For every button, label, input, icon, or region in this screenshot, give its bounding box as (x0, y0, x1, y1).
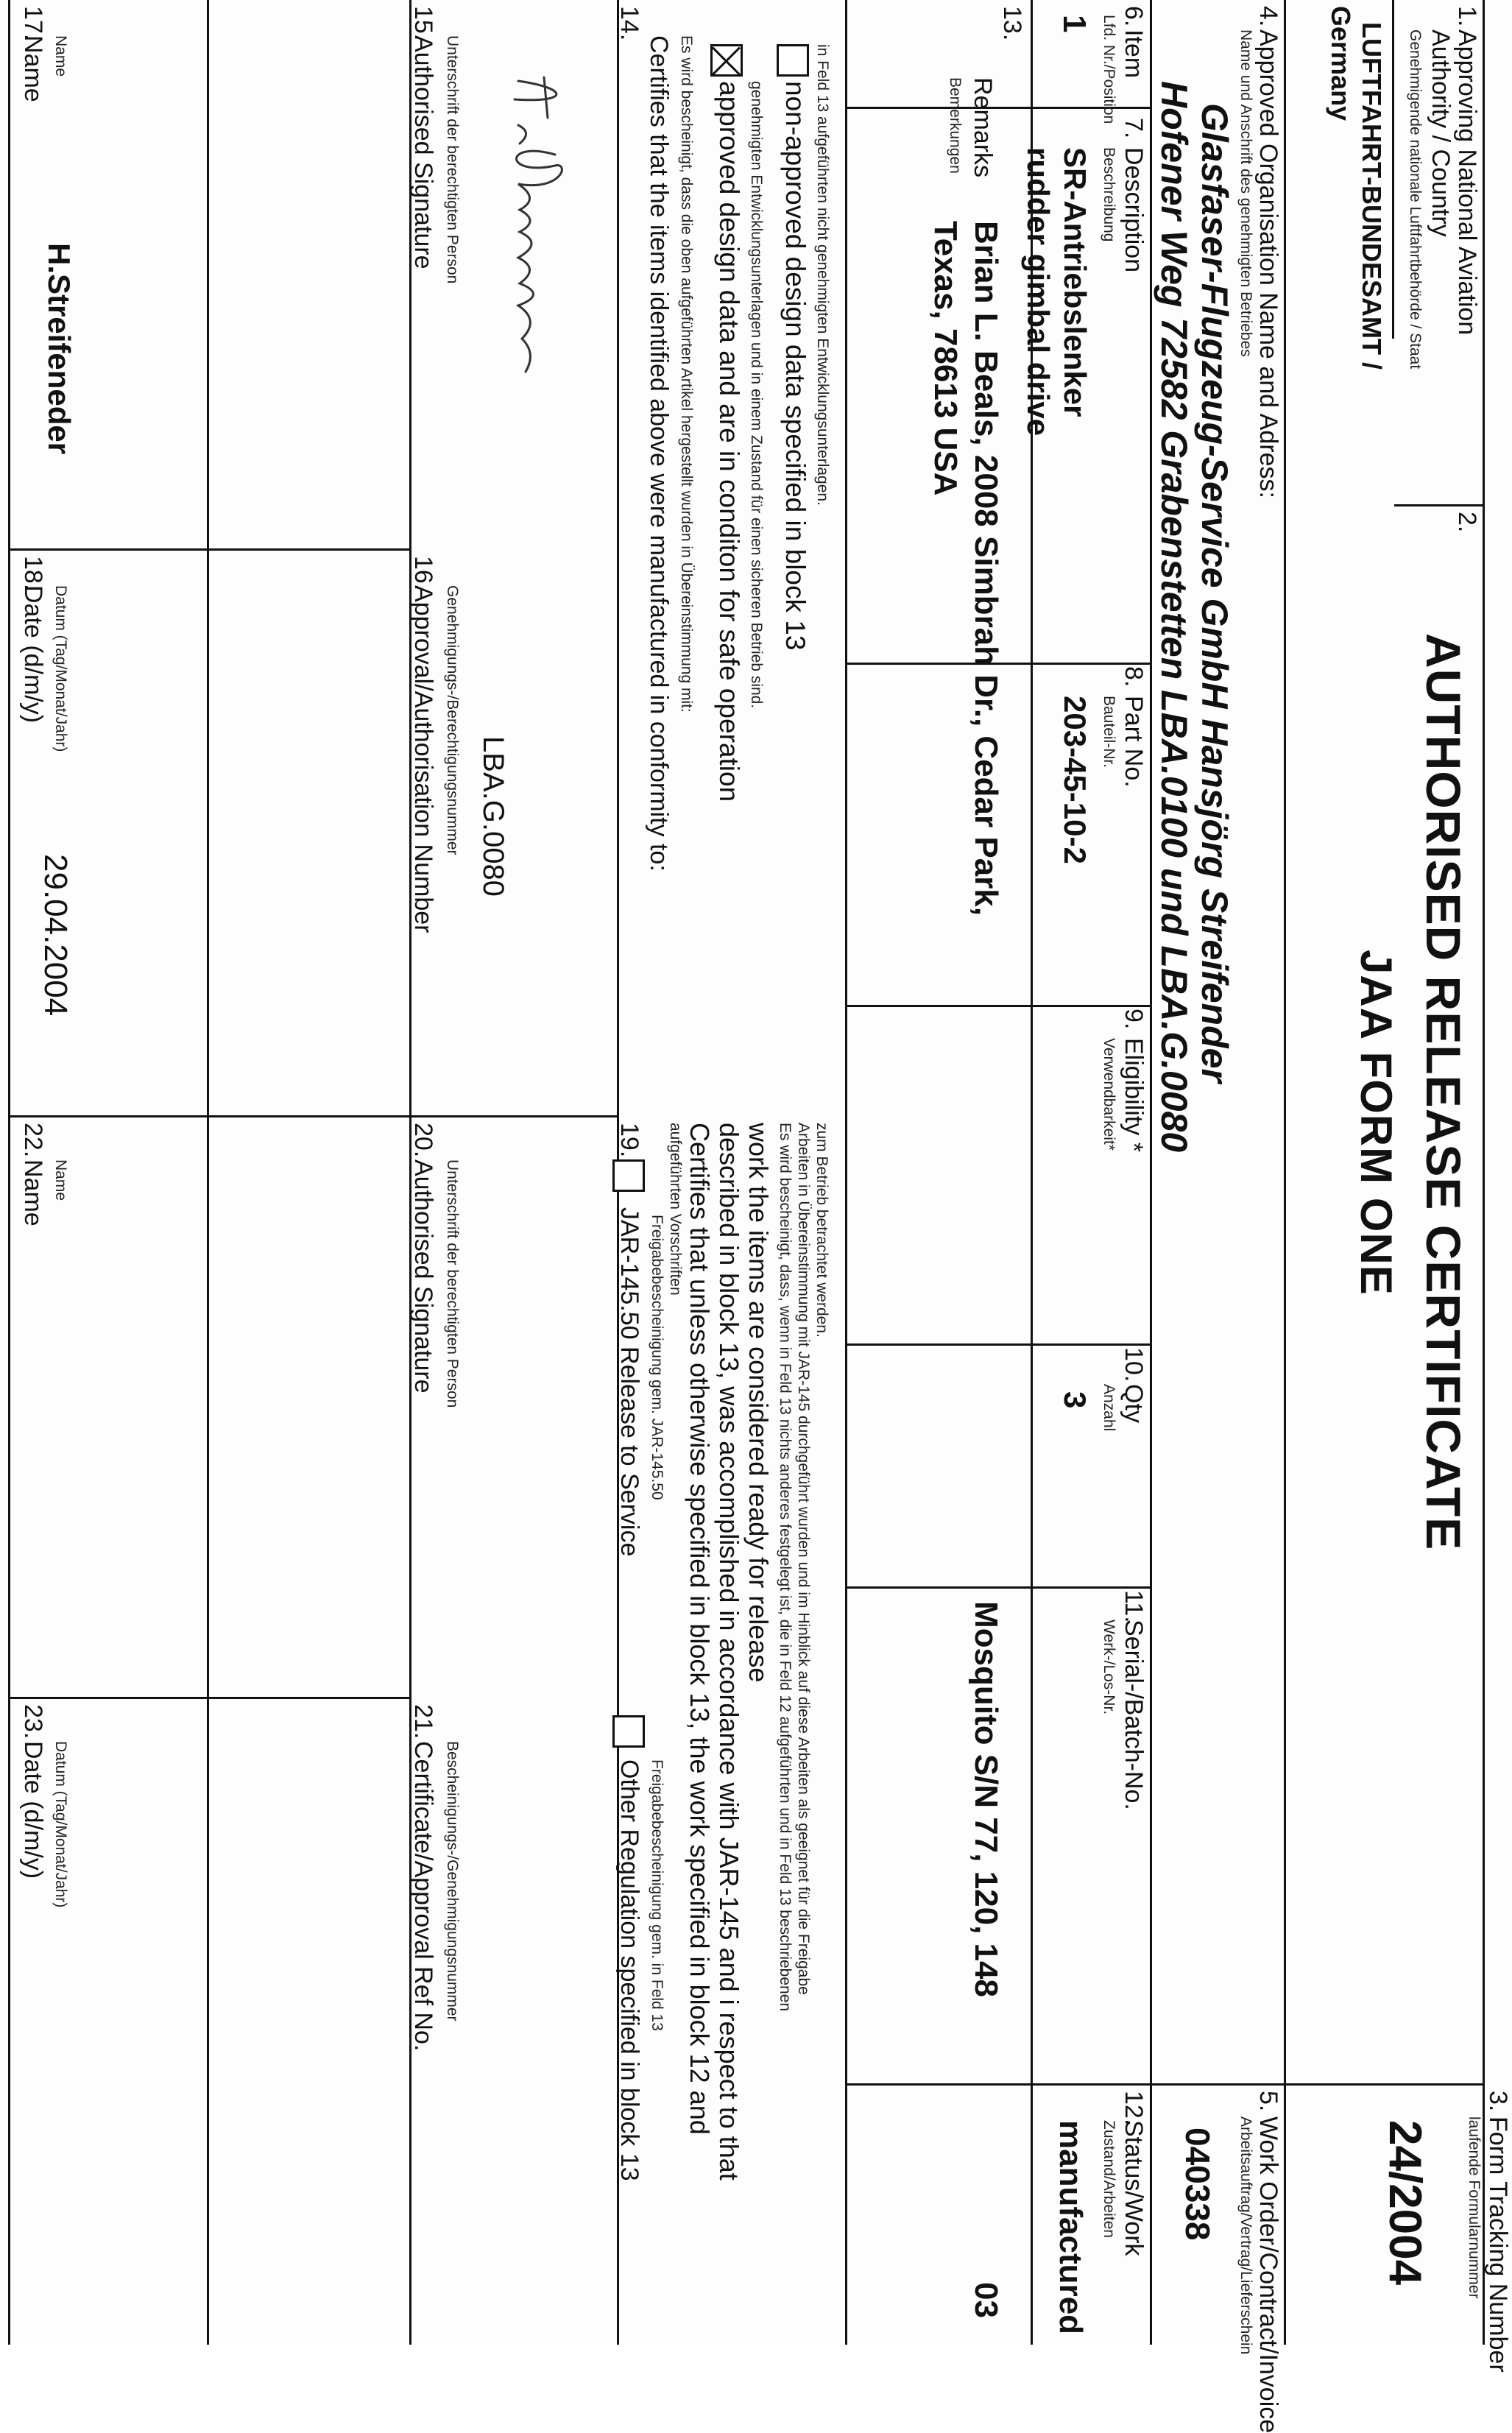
block21-sub: Bescheinigungs-/Genehmigungsnummer (444, 1741, 461, 2021)
block5-label: Work Order/Contract/Invoice (1254, 2116, 1282, 2433)
description-value-line2: rudder gimbal drive (1021, 147, 1056, 437)
remarks-serials: Mosquito S/N 77, 120, 148 (968, 1601, 1004, 1997)
col8-sub: Bauteil-Nr. (1101, 696, 1117, 769)
rule (1284, 0, 1286, 2345)
block13-number: 13. (998, 6, 1026, 41)
col11-number: 11. (1120, 1590, 1148, 1623)
block20-number: 20. (409, 1123, 437, 1158)
block23-label: Date (d/m/y) (19, 1741, 47, 1879)
block22-label: Name (19, 1159, 47, 1226)
rule (8, 0, 10, 2345)
authority-value: LUFTFAHRT-BUNDESAMT / (1357, 22, 1387, 370)
col9-label: Eligibility * (1120, 1038, 1148, 1152)
block3-sub: laufende Formularnummer (1466, 2116, 1483, 2299)
block4-label: Approved Organisation Name and Adress: (1254, 29, 1282, 498)
date-value: 29.04.2004 (38, 854, 74, 1017)
col12-sub: Zustand/Arbeiten (1101, 2120, 1117, 2238)
other-regulation-checkbox[interactable] (612, 1715, 645, 1748)
approved-design-sub: genehmigten Entwicklungsunterlagen und in einem Zustand für einen sicheren Betrieb sind. (748, 81, 765, 709)
block17-label: Name (19, 35, 47, 102)
block1-number: 1. (1453, 6, 1481, 27)
non-approved-design-checkbox[interactable] (777, 44, 809, 77)
jar-145-50-checkbox[interactable] (612, 1159, 645, 1192)
rule (1150, 0, 1152, 2345)
block15-sub: Unterschrift der berechtigten Person (444, 35, 461, 284)
block22-sub: Name (52, 1159, 69, 1201)
block21-label: Certificate/Approval Ref No. (409, 1741, 437, 2052)
remarks-page-number: 03 (968, 2282, 1004, 2318)
col12-number: 12. (1120, 2091, 1148, 2126)
other-regulation-label: Other Regulation specified in block 13 (615, 1759, 643, 2181)
block13-label: Remarks (969, 77, 997, 178)
non-approved-design-sub: in Feld 13 aufgeführten nicht genehmigten Entwicklungsunterlagen. (814, 44, 831, 506)
block2-number: 2. (1453, 512, 1481, 533)
col7-sub: Beschreibung (1101, 147, 1117, 242)
block13-sub: Bemerkungen (947, 77, 964, 174)
block4-sub: Name und Anschrift des genehmigten Betriebes (1237, 29, 1254, 357)
col11-sub: Werk-/Los-Nr. (1101, 1620, 1117, 1715)
col6-number: 6. (1120, 6, 1148, 27)
quantity-value: 3 (1058, 1391, 1092, 1409)
non-approved-design-label: non-approved design data specified in block 13 (780, 81, 810, 651)
name-value: H.Streifeneder (42, 243, 77, 455)
form-title: AUTHORISED RELEASE CERTIFICATE (1416, 633, 1471, 1551)
rule (1394, 504, 1485, 506)
block18-number: 18. (19, 556, 47, 591)
block15-number: 15. (409, 6, 437, 41)
block18-label: Date (d/m/y) (19, 585, 47, 724)
block23-sub: Datum (Tag/Monat/Jahr) (52, 1741, 69, 1908)
col6-label: Item (1120, 29, 1148, 79)
certification-text-line1: Certifies that unless otherwise specified in block 13, the work specified in block 12 and (685, 1123, 715, 2135)
block17-sub: Name (52, 35, 69, 77)
jar-145-50-sub: Freigabebescheinigung gem. JAR-145.50 (649, 1215, 665, 1500)
col12-label: Status/Work (1120, 2120, 1148, 2256)
remarks-value-line2: Texas, 78613 USA (928, 221, 964, 496)
rule (847, 1343, 1152, 1346)
block21-number: 21. (409, 1704, 437, 1740)
rule (1392, 0, 1394, 339)
rule (1286, 2083, 1485, 2086)
rule (845, 0, 847, 2345)
block3-label: Form Tracking Number (1484, 2116, 1512, 2373)
rule (10, 548, 411, 551)
rule (847, 1005, 1152, 1007)
block20-sub: Unterschrift der berechtigten Person (444, 1159, 461, 1408)
block14-sub: Es wird bescheinigt, dass die oben aufgeführten Artikel hergestellt wurden in Übereinstimmung mit: (678, 35, 695, 713)
col7-number: 7. (1120, 118, 1148, 139)
tracking-number: 24/2004 (1379, 2120, 1430, 2286)
col10-number: 10. (1120, 1347, 1148, 1383)
col8-number: 8. (1120, 666, 1148, 688)
rule (1152, 2083, 1286, 2086)
block1-sub: Genehmigende nationale Luftfahrtbehörde / Staat (1407, 29, 1424, 370)
organisation-name: Glasfaser-Flugzeug-Service GmbH Hansjörg Streifender (1194, 103, 1235, 1083)
approved-design-label: approved design data and are in conditon for safe operation (714, 81, 744, 802)
authorised-signature (496, 74, 584, 383)
rule (1483, 0, 1485, 2345)
col6-sub: Lfd. Nr./Position (1101, 15, 1117, 124)
part-number-value: 203-45-10-2 (1058, 696, 1092, 864)
col9-sub: Verwendbarkeit* (1101, 1038, 1117, 1151)
col9-number: 9. (1120, 1009, 1148, 1030)
rule (847, 2083, 1152, 2086)
block14-label: Certifies that the items identified above were manufactured in conformity to: (645, 35, 673, 872)
certification-text-line3: work the items are considered ready for release (743, 1123, 774, 1683)
other-regulation-sub: Freigabebescheinigung gem. in Feld 13 (649, 1759, 665, 2031)
block23-number: 23. (19, 1704, 47, 1740)
item-value: 1 (1056, 15, 1092, 33)
block16-label: Approval/Authorisation Number (409, 585, 437, 933)
col8-label: Part No. (1120, 696, 1148, 788)
block16-number: 16. (409, 556, 437, 591)
block15-label: Authorised Signature (409, 35, 437, 269)
col7-label: Description (1120, 147, 1148, 273)
block18-sub: Datum (Tag/Monat/Jahr) (52, 585, 69, 752)
certification-text-line2: described in block 13, was accomplished in accordance with JAR-145 and i respect to that (714, 1123, 744, 2180)
certification-text-de-line2: Arbeiten in Übereinstimmung mit JAR-145 durchgeführt wurden und im Hinblick auf diese Arbeiten als geeignet für die Freigabe (795, 1123, 812, 1995)
block19-number: 19. (615, 1123, 643, 1158)
certification-text-de-line3: zum Betrieb betrachtet werden. (813, 1123, 830, 1338)
block14-number: 14. (615, 6, 643, 41)
block22-number: 22. (19, 1123, 47, 1158)
status-value: manufactured (1053, 2120, 1089, 2334)
block16-sub: Genehmigungs-/Berechtigungsnummer (444, 585, 461, 855)
remarks-value: Brian L. Beals, 2008 Simbrah Dr., Cedar Park, (968, 221, 1004, 916)
organisation-address: Hofener Weg 72582 Grabenstetten LBA.0100 und LBA.G.0080 (1154, 81, 1195, 1153)
block20-label: Authorised Signature (409, 1159, 437, 1394)
work-order-value: 040338 (1179, 2127, 1217, 2241)
rule (10, 1697, 411, 1699)
description-value: SR-Antriebslenker (1058, 147, 1092, 417)
approval-number-value: LBA.G.0080 (477, 736, 509, 897)
form-subtitle: JAA FORM ONE (1352, 950, 1401, 1296)
jar-145-50-label: JAR-145.50 Release to Service (615, 1207, 643, 1557)
approved-design-checkbox[interactable] (710, 44, 743, 77)
certification-text-de-line1: Es wird bescheinigt, dass, wenn in Feld 13 nichts anderes festgelegt ist, die in Feld 12 aufgeführten und in Feld 13 beschriebenen (777, 1123, 794, 2012)
block4-number: 4. (1254, 6, 1282, 27)
rule (10, 1115, 619, 1117)
block5-number: 5. (1254, 2091, 1282, 2112)
rule (847, 1586, 1152, 1589)
country-value: Germany (1326, 6, 1356, 121)
col10-label: Qty (1120, 1384, 1148, 1423)
col10-sub: Anzahl (1101, 1384, 1117, 1432)
jar-145-50-sub2: aufgeführten Vorschriften (667, 1123, 684, 1296)
block3-number: 3. (1484, 2091, 1512, 2112)
block1-label-line2: Authority / Country (1427, 29, 1455, 237)
block17-number: 17. (19, 6, 47, 41)
block5-sub: Arbeitsauftrag/Vertrag/Lieferschein (1237, 2116, 1254, 2355)
rule (207, 0, 209, 2345)
block1-label: Approving National Aviation (1453, 29, 1481, 336)
col11-label: Serial-/Batch-No. (1120, 1620, 1148, 1810)
